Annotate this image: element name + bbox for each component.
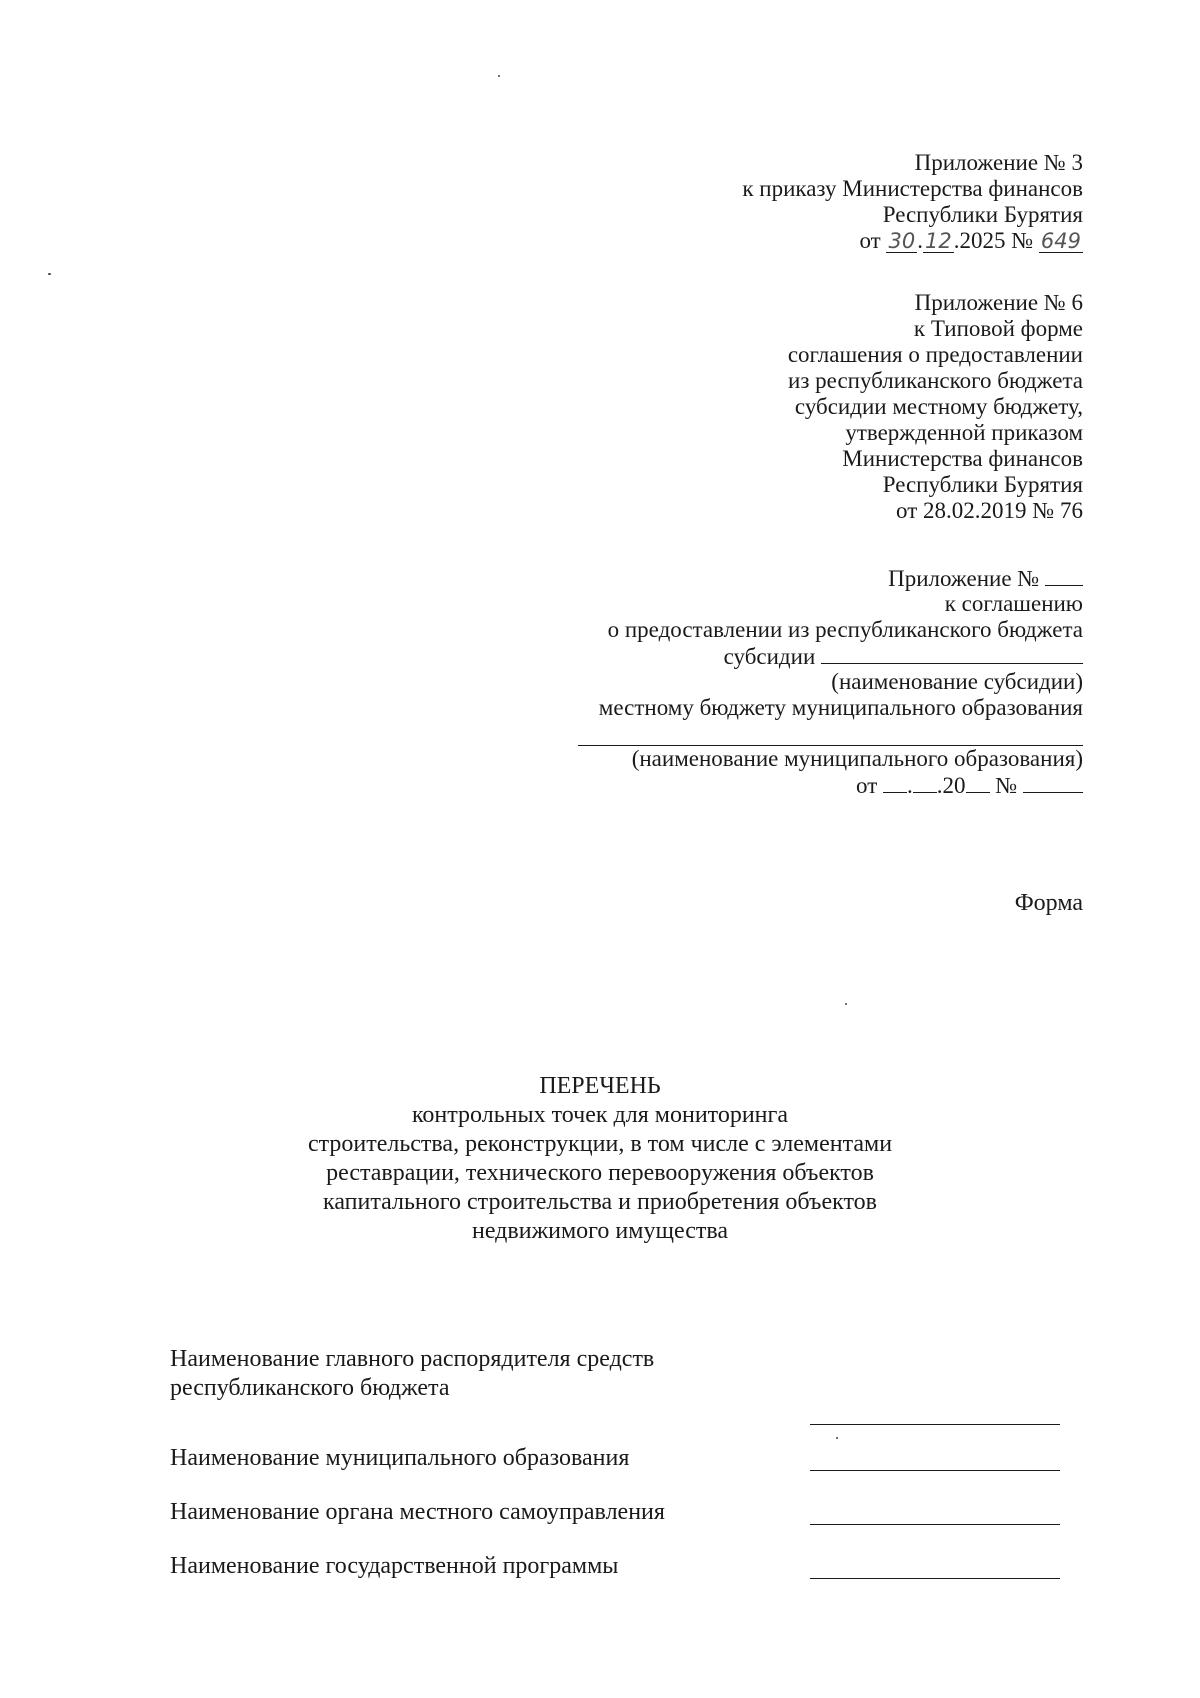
field-label: Наименование государственной программы (170, 1553, 619, 1579)
year-blank (966, 772, 990, 793)
agreement-appendix-title: Приложение № (523, 565, 1083, 591)
info-fields (170, 1345, 1060, 1587)
appendix-6-line: из республиканского бюджета (788, 368, 1083, 393)
field-municipality (170, 1425, 1060, 1479)
appendix-6-line: утвержденной приказом (845, 420, 1083, 445)
agreement-date-line: от . .20 № (523, 772, 1083, 798)
agreement-appendix-header (523, 565, 1083, 798)
title-line: реставрации, технического перевооружения объектов (326, 1160, 874, 1186)
appendix-3-title: Приложение № 3 (914, 150, 1083, 175)
handwritten-month: 12 (924, 229, 952, 253)
appendix-6-line: Министерства финансов (842, 446, 1083, 471)
title-line: недвижимого имущества (472, 1218, 728, 1244)
subsidy-line: субсидии (523, 643, 1083, 669)
subsidy-name-blank (821, 643, 1083, 664)
municipality-name-blank (578, 721, 1083, 746)
month-blank (913, 772, 937, 793)
title-line: контрольных точек для мониторинга (411, 1102, 789, 1128)
field-blank[interactable] (810, 1523, 1060, 1525)
title-line: строительства, реконструкции, в том числе с элементами (307, 1131, 893, 1157)
field-blank[interactable] (810, 1469, 1060, 1471)
date-prefix: от (859, 228, 881, 253)
number-blank (1023, 772, 1083, 793)
agreement-ref: к соглашению (944, 591, 1083, 616)
title-line: капитального строительства и приобретения объектов (323, 1189, 877, 1215)
day-blank (883, 772, 907, 793)
form-label: Форма (1014, 890, 1083, 916)
scan-speck (48, 273, 51, 275)
date-year: .2025 № (953, 228, 1034, 253)
field-state-program (170, 1533, 1060, 1587)
scan-speck (836, 1437, 838, 1439)
title-heading: ПЕРЕЧЕНЬ (539, 1073, 661, 1099)
appendix-3-header (742, 150, 1083, 254)
appendix-6-line: субсидии местному бюджету, (794, 394, 1083, 419)
field-label: Наименование главного распорядителя средств (170, 1346, 655, 1372)
scan-speck (845, 1003, 847, 1005)
appendix-6-line: к Типовой форме (913, 316, 1083, 341)
municipal-budget-line: местному бюджету муниципального образования (598, 695, 1083, 720)
appendix-6-line: от 28.02.2019 № 76 (896, 498, 1083, 523)
document-title (0, 1072, 1200, 1246)
field-label: Наименование органа местного самоуправления (170, 1499, 665, 1525)
appendix-number-blank (1045, 565, 1083, 586)
appendix-6-header (788, 290, 1083, 524)
field-label: республиканского бюджета (170, 1375, 450, 1401)
appendix-3-order-ref: к приказу Министерства финансов (742, 176, 1083, 201)
appendix-6-line: Приложение № 6 (914, 290, 1083, 315)
handwritten-order-number: 649 (1040, 229, 1081, 253)
appendix-6-line: соглашения о предоставлении (787, 342, 1083, 367)
appendix-3-republic: Республики Бурятия (882, 202, 1083, 227)
field-local-government (170, 1479, 1060, 1533)
agreement-provision: о предоставлении из республиканского бюджета (607, 617, 1083, 642)
field-blank[interactable] (810, 1577, 1060, 1579)
appendix-6-line: Республики Бурятия (882, 472, 1083, 497)
field-chief-administrator (170, 1345, 1060, 1425)
field-label: Наименование муниципального образования (170, 1445, 630, 1471)
subsidy-caption: (наименование субсидии) (831, 669, 1083, 694)
scan-speck (498, 75, 500, 77)
handwritten-day: 30 (888, 229, 916, 253)
appendix-3-date-line: от 30.12.2025 № 649 (859, 228, 1081, 253)
municipality-caption: (наименование муниципального образования) (631, 746, 1083, 771)
